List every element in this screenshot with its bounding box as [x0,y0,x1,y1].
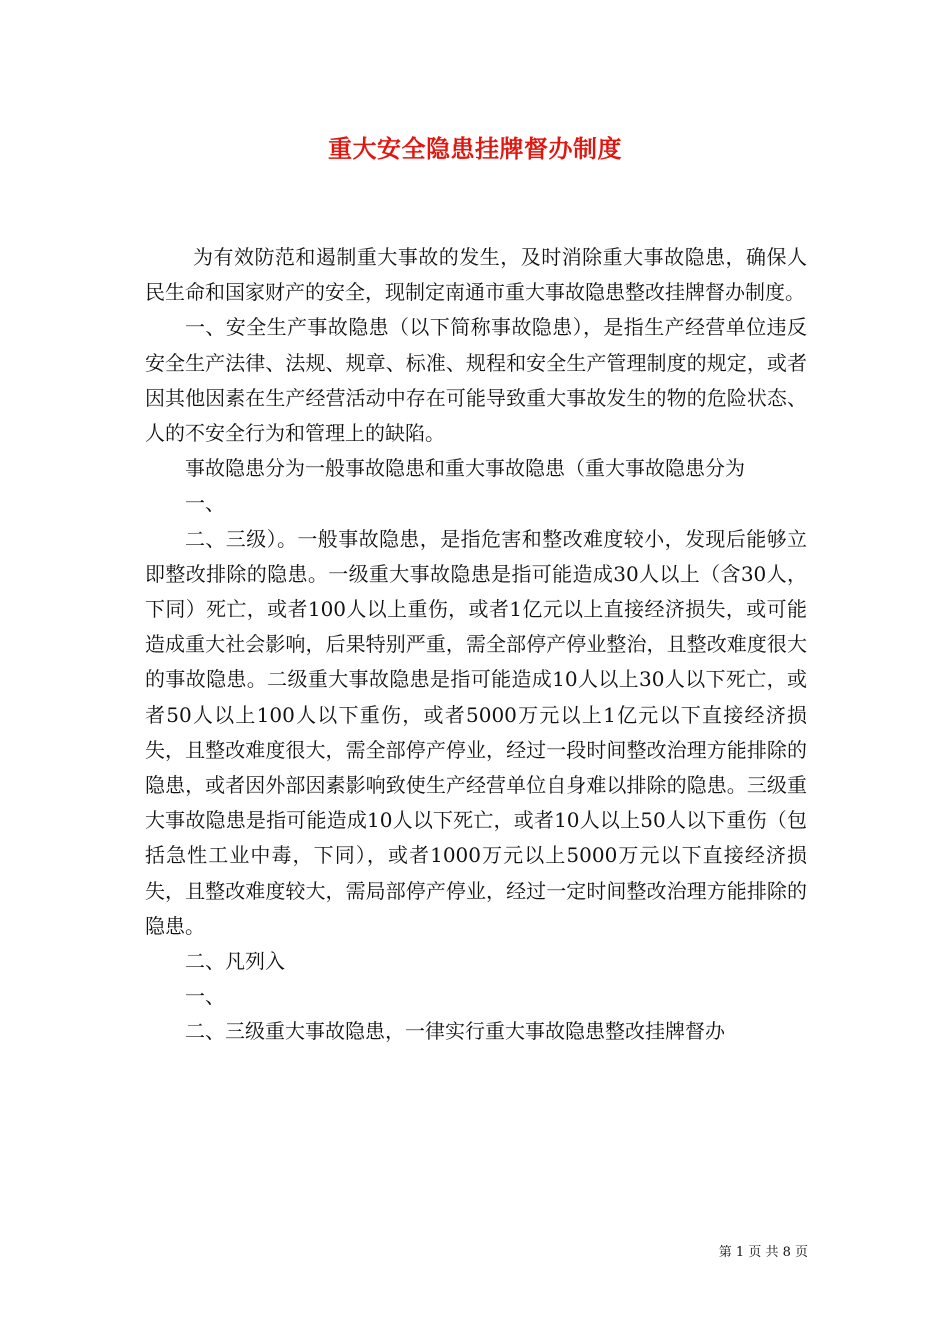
paragraph-levels: 二、三级）。一般事故隐患，是指危害和整改难度较小，发现后能够立即整改排除的隐患。一级重大事故隐患是指可能造成30人以上（含30人，下同）死亡，或者100人以上重伤，或者1亿元以上直接经济损失，或可能造成重大社会影响，后果特别严重，需全部停产停业整治，且整改难度很大的事故隐患。二级重大事故隐患是指可能造成10人以上30人以下死亡，或者50人以上100人以下重伤，或者5000万元以上1亿元以下直接经济损失，且整改难度很大，需全部停产停业，经过一段时间整改治理方能排除的隐患，或者因外部因素影响致使生产经营单位自身难以排除的隐患。三级重大事故隐患是指可能造成10人以下死亡，或者10人以上50人以下重伤（包括急性工业中毒，下同），或者1000万元以上5000万元以下直接经济损失，且整改难度较大，需局部停产停业，经过一定时间整改治理方能排除的隐患。 [145,526,807,938]
paragraph-section-1: 一、安全生产事故隐患（以下简称事故隐患），是指生产经营单位违反安全生产法律、法规、规章、标准、规程和安全生产管理制度的规定，或者因其他因素在生产经营活动中存在可能导致重大事故发生的物的危险状态、人的不安全行为和管理上的缺陷。 [145,315,807,446]
paragraph-classification: 事故隐患分为一般事故隐患和重大事故隐患（重大事故隐患分为 [185,456,745,481]
paragraph-section-2: 二、凡列入 [185,949,285,974]
paragraph-fragment-2: 一、 [185,984,225,1009]
paragraph-intro: 为有效防范和遏制重大事故的发生，及时消除重大事故隐患，确保人民生命和国家财产的安全，现制定南通市重大事故隐患整改挂牌督办制度。 [145,245,807,305]
page-number: 第 1 页 共 8 页 [718,1245,808,1260]
document-body [145,240,807,1050]
paragraph-fragment-1: 一、 [185,491,225,516]
document-title: 重大安全隐患挂牌督办制度 [328,134,622,163]
paragraph-supervision: 二、三级重大事故隐患，一律实行重大事故隐患整改挂牌督办 [185,1019,725,1044]
